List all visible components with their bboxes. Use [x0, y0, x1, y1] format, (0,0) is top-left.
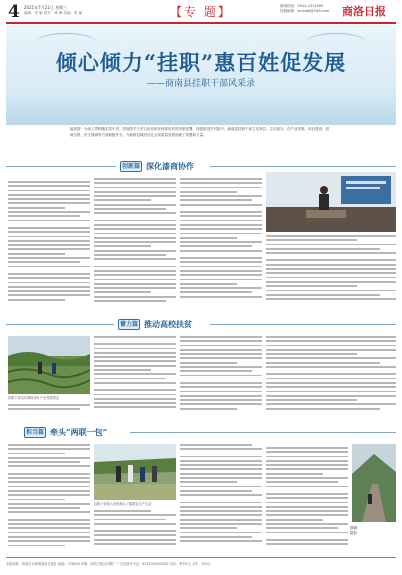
body-text-line [94, 406, 176, 408]
body-text-line [8, 202, 90, 204]
body-text-line [8, 299, 65, 301]
section-header-2 [118, 318, 192, 331]
body-text-line [94, 187, 176, 189]
article-column [180, 444, 262, 552]
body-text-line [266, 464, 348, 466]
newspaper-logo: 商洛日报 [342, 5, 386, 18]
section-stamp: 创新篇 [121, 163, 140, 170]
body-text-line [266, 408, 380, 410]
photo-mountain-road [352, 444, 396, 522]
body-text-line [8, 540, 90, 542]
body-text-line [266, 353, 357, 355]
body-text-line [94, 191, 176, 193]
body-text-line [266, 340, 396, 342]
body-text-line [8, 481, 90, 483]
body-text-line [180, 279, 262, 281]
body-text-line [8, 220, 90, 222]
photo-meeting [266, 172, 396, 232]
body-text-line [180, 366, 262, 368]
body-text-line [180, 362, 237, 364]
body-text-line [94, 199, 151, 201]
body-text-line [8, 231, 90, 233]
body-text-line [180, 300, 262, 303]
body-text-line [180, 502, 262, 504]
body-text-line [266, 460, 348, 462]
body-text-line [180, 532, 262, 534]
body-text-line [8, 523, 90, 525]
body-text-line [8, 404, 90, 406]
editor-note: 编者按：为深入贯彻落实党中央、国务院关于对口协作和东西部协作的决策部署，持续推进乡村振兴，商南县挂职干部立足岗位、主动担当，在产业发展、项目建设、招商引资、民生保障等方面积极作为，为助推县域经济社会高质量发展贡献了智慧和力量。 [70, 127, 329, 137]
body-text-line [266, 391, 396, 393]
body-text-line [180, 468, 262, 470]
body-text-line [8, 185, 90, 187]
body-text-line [180, 228, 262, 230]
body-text-line [266, 248, 380, 250]
body-text-line [180, 357, 262, 359]
body-text-line [180, 370, 252, 372]
page-header [0, 0, 402, 24]
body-text-line [94, 220, 176, 222]
body-text-line [8, 494, 90, 496]
body-text-line [94, 296, 176, 298]
headline: 倾心倾力“挂职”惠百姓促发展 [55, 50, 347, 75]
body-text-line [266, 477, 348, 479]
body-text-line [180, 375, 262, 377]
body-text-line [180, 266, 262, 268]
article-column [8, 404, 90, 416]
body-text-line [8, 294, 90, 296]
body-text-line [180, 237, 237, 239]
body-text-line [180, 220, 262, 222]
body-text-line [94, 389, 176, 391]
body-text-line [180, 395, 262, 397]
body-text-line [8, 277, 90, 279]
body-text-line [94, 523, 176, 525]
body-text-line [8, 408, 80, 410]
page-number: 4 [8, 2, 20, 22]
body-text-line [180, 403, 262, 405]
body-text-line [266, 378, 396, 380]
body-text-line [94, 233, 176, 235]
body-text-line [180, 287, 262, 289]
body-text-line [8, 527, 90, 529]
body-text-line [8, 198, 90, 200]
body-text-line [266, 285, 357, 287]
body-text-line [8, 266, 90, 268]
body-text-line [180, 391, 262, 393]
body-text-line [8, 190, 90, 192]
body-text-line [266, 345, 396, 347]
body-text-line [8, 461, 80, 463]
body-text-line [94, 274, 176, 276]
body-text-line [266, 357, 396, 359]
body-text-line [94, 254, 166, 256]
body-text-line [180, 353, 262, 355]
body-text-line [8, 244, 90, 246]
body-text-line [8, 457, 90, 459]
body-text-line [94, 534, 176, 536]
body-text-line [266, 252, 396, 254]
article-column [180, 336, 262, 416]
body-text-line [180, 233, 262, 235]
body-text-line [266, 532, 348, 534]
body-text-line [266, 514, 348, 516]
body-text-line [180, 296, 262, 298]
body-text-line [266, 506, 348, 508]
body-text-line [180, 540, 262, 542]
article-column [94, 510, 176, 552]
body-text-line [266, 486, 348, 488]
body-text-line [266, 281, 396, 283]
body-text-line [8, 486, 90, 488]
body-text-line [94, 258, 176, 260]
body-text-line [180, 340, 262, 342]
body-text-line [266, 543, 348, 545]
photo-caption: 挂职干部深入田间地头了解群众生产生活 [94, 502, 152, 506]
body-text-line [8, 248, 90, 250]
body-text-line [180, 349, 262, 351]
body-text-line [180, 178, 262, 180]
body-text-line [180, 460, 262, 462]
body-text-line [266, 493, 348, 495]
article-column [94, 336, 176, 416]
body-text-line [8, 448, 90, 450]
body-text-line [94, 204, 176, 206]
section-rule [210, 166, 396, 167]
body-text-line [180, 257, 262, 259]
body-text-line [94, 378, 166, 380]
sub-headline: ——商南县挂职干部风采录 [146, 79, 255, 89]
section-label: 【专 题】 [170, 5, 232, 19]
body-text-line [180, 291, 252, 293]
section-rule [6, 166, 116, 167]
body-text-line [8, 503, 90, 505]
body-text-line [266, 290, 396, 292]
body-text-line [180, 456, 262, 458]
body-text-line [180, 336, 262, 338]
body-text-line [266, 502, 348, 504]
body-text-line [266, 272, 396, 274]
body-text-line [94, 530, 176, 532]
body-text-line [8, 273, 90, 275]
body-text-line [94, 382, 176, 384]
article-column [8, 178, 90, 310]
body-text-line [8, 261, 80, 263]
body-text-line [94, 250, 176, 252]
body-text-line [8, 532, 90, 534]
body-text-line [266, 481, 338, 483]
body-text-line [8, 465, 90, 467]
article-credits [350, 526, 361, 536]
body-text-line [180, 382, 262, 384]
body-text-line [94, 352, 176, 354]
header-contact [280, 4, 329, 14]
body-text-line [8, 473, 90, 475]
body-text-line [266, 399, 357, 401]
body-text-line [180, 187, 262, 189]
body-text-line [8, 257, 90, 259]
body-text-line [266, 382, 396, 384]
body-text-line [266, 235, 396, 237]
body-text-line [266, 519, 323, 521]
article-column [8, 444, 90, 552]
banner-wave [6, 95, 396, 125]
section-header-1 [120, 160, 194, 173]
body-text-line [8, 545, 65, 547]
body-text-line [94, 373, 176, 375]
body-text-line [266, 259, 396, 261]
body-text-line [94, 208, 166, 210]
body-text-line [266, 302, 396, 305]
body-text-line [180, 444, 252, 446]
photo-tea-garden [8, 336, 90, 394]
body-text-line [266, 298, 396, 300]
body-text-line [94, 182, 176, 184]
body-text-line [266, 468, 348, 470]
body-text-line [94, 514, 176, 516]
body-text-line [180, 477, 262, 479]
body-text-line [180, 224, 262, 226]
body-text-line [94, 394, 176, 396]
body-text-line [94, 195, 176, 197]
body-text-line [180, 386, 262, 388]
body-text-line [94, 279, 176, 281]
body-text-line [8, 240, 90, 242]
photo-caption: 挂职干部走访调研茶叶产业发展情况 [8, 396, 59, 400]
body-text-line [266, 244, 396, 246]
body-text-line [8, 286, 90, 288]
body-text-line [8, 253, 65, 255]
body-text-line [180, 481, 237, 483]
body-text-line [8, 207, 65, 209]
photo-credit: 摄影： [350, 531, 361, 535]
title-banner [6, 25, 396, 125]
body-text-line [266, 294, 380, 296]
body-text-line [266, 366, 396, 368]
body-text-line [266, 373, 396, 375]
publish-date: 2021年7月21日 星期三 [24, 5, 68, 10]
body-text-line [180, 270, 262, 272]
body-text-line [180, 283, 237, 285]
body-text-line [8, 519, 90, 521]
body-text-line [94, 343, 176, 345]
body-text-line [8, 290, 90, 292]
body-text-line [266, 447, 348, 449]
body-text-line [8, 215, 80, 217]
body-text-line [94, 291, 151, 293]
body-text-line [266, 239, 357, 241]
body-text-line [180, 345, 262, 347]
body-text-line [94, 539, 176, 541]
body-text-line [266, 349, 396, 351]
body-text-line [180, 494, 262, 496]
section-rule [6, 324, 114, 325]
article-column [266, 235, 396, 310]
footer-rule [6, 557, 396, 558]
body-text-line [180, 182, 262, 184]
body-text-line [180, 490, 252, 492]
body-text-line [94, 519, 166, 521]
body-text-line [180, 211, 262, 213]
body-text-line [94, 356, 176, 358]
body-text-line [94, 287, 176, 289]
section-title: 牵头“两联一包” [50, 427, 108, 437]
body-text-line [266, 539, 348, 541]
body-text-line [180, 545, 262, 548]
section-title: 深化漆商协作 [146, 161, 194, 171]
body-text-line [180, 506, 262, 508]
body-text-line [94, 241, 176, 243]
body-text-line [180, 408, 237, 410]
body-text-line [8, 444, 90, 446]
body-text-line [266, 510, 348, 512]
body-text-line [180, 245, 252, 247]
body-text-line [180, 199, 252, 201]
hotline: 新闻热线：0914-2312999 [280, 4, 324, 8]
section-title: 推动高校扶贫 [144, 319, 192, 329]
section-rule [210, 324, 396, 325]
body-text-line [180, 274, 262, 276]
body-text-line [180, 261, 262, 263]
body-text-line [94, 212, 176, 214]
body-text-line [94, 300, 166, 302]
body-text-line [8, 511, 90, 513]
body-text-line [94, 178, 176, 180]
email: 投稿邮箱：slrbzbb@163.com [280, 9, 330, 13]
body-text-line [8, 227, 90, 229]
body-text-line [8, 211, 90, 213]
body-text-line [8, 536, 90, 538]
body-text-line [94, 348, 176, 350]
body-text-line [94, 402, 176, 404]
body-text-line [8, 499, 65, 501]
body-text-line [266, 473, 323, 475]
body-text-line [266, 277, 396, 279]
body-text-line [94, 237, 176, 239]
body-text-line [180, 536, 252, 538]
body-text-line [8, 194, 90, 196]
header-rule [6, 22, 396, 24]
body-text-line [94, 228, 176, 230]
body-text-line [180, 204, 262, 206]
body-text-line [180, 195, 262, 197]
article-column [266, 444, 348, 552]
body-text-line [180, 215, 262, 217]
body-text-line [266, 386, 396, 388]
body-text-line [180, 527, 237, 529]
section-stamp: 蓄力篇 [119, 321, 138, 328]
body-text-line [180, 464, 262, 466]
body-text-line [94, 283, 176, 285]
body-text-line [266, 456, 348, 458]
body-text-line [266, 395, 396, 397]
body-text-line [266, 523, 348, 525]
body-text-line [94, 360, 176, 362]
body-text-line [8, 236, 90, 238]
body-text-line [94, 270, 176, 272]
body-text-line [180, 399, 262, 401]
body-text-line [94, 266, 176, 268]
body-text-line [180, 250, 262, 252]
body-text-line [266, 527, 338, 529]
body-text-line [180, 448, 262, 450]
body-text-line [94, 336, 176, 338]
body-text-line [94, 365, 176, 367]
body-text-line [8, 453, 65, 455]
body-text-line [266, 362, 380, 364]
body-text-line [266, 336, 396, 338]
body-text-line [8, 282, 90, 284]
body-text-line [180, 510, 262, 512]
body-text-line [180, 514, 262, 516]
section-stamp: 担当篇 [25, 429, 44, 436]
photo-field-visit [94, 444, 176, 500]
body-text-line [266, 264, 396, 266]
body-text-line [266, 497, 348, 499]
body-text-line [180, 191, 237, 193]
body-text-line [94, 245, 151, 247]
body-text-line [180, 523, 262, 525]
body-text-line [266, 451, 348, 453]
body-text-line [94, 398, 176, 400]
editor-credits: 编辑：刘 敏 校对：徐 峰 美编：张 斌 [24, 11, 83, 15]
writer-credit: 撰稿： [350, 526, 361, 530]
body-text-line [8, 477, 90, 479]
body-text-line [180, 486, 262, 488]
body-text-line [94, 224, 176, 226]
body-text-line [94, 543, 176, 545]
article-column [266, 336, 396, 416]
section-header-3 [24, 426, 107, 439]
body-text-line [180, 241, 262, 243]
body-text-line [8, 181, 90, 183]
body-text-line [8, 490, 90, 492]
body-text-line [180, 519, 262, 521]
body-text-line [94, 369, 151, 371]
section-rule [130, 432, 396, 433]
body-text-line [266, 403, 396, 405]
page-footer: 本报地址：商洛市北新街商洛日报社 邮编：726000 印刷：商洛日报社印刷厂 广告经营许可证：6125004000002 定价：每份1元 全年：300元 [6, 562, 211, 566]
body-text-line [8, 507, 80, 509]
body-text-line [180, 473, 262, 475]
article-column [180, 178, 262, 310]
article-column [94, 178, 176, 310]
body-text-line [94, 510, 151, 512]
body-text-line [266, 268, 396, 270]
